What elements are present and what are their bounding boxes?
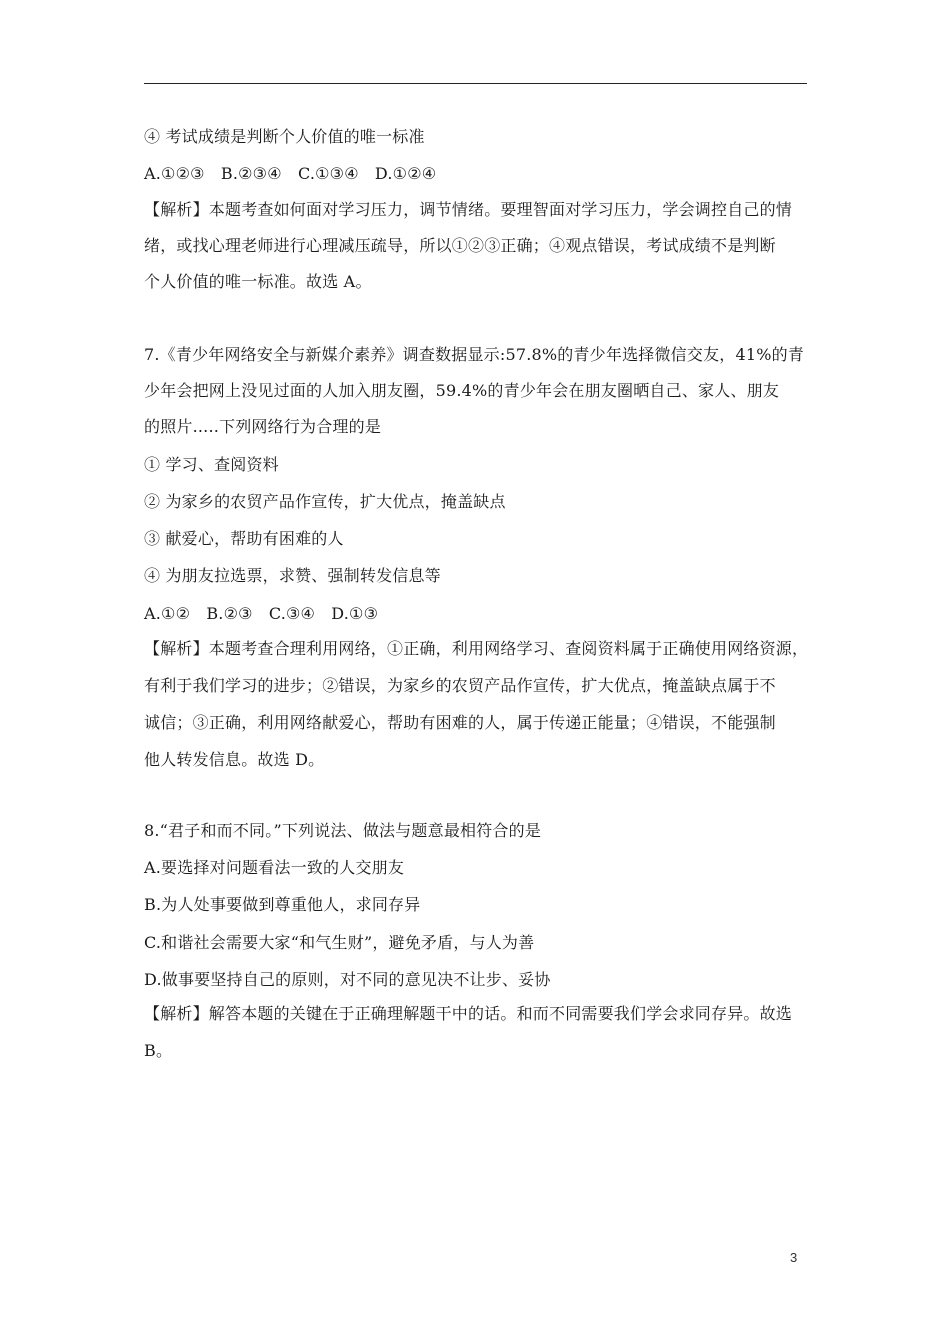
- q7-analysis-line: 有利于我们学习的进步；②错误，为家乡的农贸产品作宣传，扩大优点，掩盖缺点属于不: [144, 676, 776, 695]
- q7-stem-line: 少年会把网上没见过面的人加入朋友圈，59.4%的青少年会在朋友圈晒自己、家人、朋友: [144, 381, 780, 400]
- q8-option: A.要选择对问题看法一致的人交朋友: [144, 858, 405, 877]
- q7-item: ④ 为朋友拉选票，求赞、强制转发信息等: [144, 566, 441, 585]
- q7-stem-line: 7.《青少年网络安全与新媒介素养》调查数据显示:57.8%的青少年选择微信交友，41%的青: [144, 345, 805, 364]
- q7-analysis-line: 他人转发信息。故选 D。: [144, 750, 325, 769]
- q8-option: D.做事要坚持自己的原则，对不同的意见决不让步、妥协: [144, 970, 551, 989]
- q7-item: ① 学习、查阅资料: [144, 455, 279, 474]
- page-number: 3: [790, 1250, 798, 1265]
- header-rule: [144, 83, 807, 84]
- q6-analysis-line: 绪，或找心理老师进行心理减压疏导，所以①②③正确；④观点错误，考试成绩不是判断: [144, 236, 776, 255]
- q7-options: A.①② B.②③ C.③④ D.①③: [144, 604, 379, 623]
- q8-stem: 8.“君子和而不同。”下列说法、做法与题意最相符合的是: [144, 821, 542, 840]
- q6-options: A.①②③ B.②③④ C.①③④ D.①②④: [144, 164, 437, 183]
- q6-item-4: ④ 考试成绩是判断个人价值的唯一标准: [144, 127, 425, 146]
- q7-item: ③ 献爱心，帮助有困难的人: [144, 529, 344, 548]
- q7-stem-line: 的照片.....下列网络行为合理的是: [144, 417, 382, 436]
- q7-item: ② 为家乡的农贸产品作宣传，扩大优点，掩盖缺点: [144, 492, 506, 511]
- q8-option: C.和谐社会需要大家“和气生财”，避免矛盾，与人为善: [144, 933, 535, 952]
- q8-option: B.为人处事要做到尊重他人，求同存异: [144, 895, 421, 914]
- q8-analysis-line: 【解析】解答本题的关键在于正确理解题干中的话。和而不同需要我们学会求同存异。故选: [144, 1004, 793, 1023]
- q6-analysis-line: 个人价值的唯一标准。故选 A。: [144, 272, 372, 291]
- q7-analysis-line: 【解析】本题考查合理利用网络，①正确，利用网络学习、查阅资料属于正确使用网络资源，: [144, 639, 809, 658]
- q7-analysis-line: 诚信；③正确，利用网络献爱心，帮助有困难的人，属于传递正能量；④错误，不能强制: [144, 713, 776, 732]
- q8-analysis-line: B。: [144, 1041, 173, 1060]
- q6-analysis-line: 【解析】本题考查如何面对学习压力，调节情绪。要理智面对学习压力，学会调控自己的情: [144, 200, 793, 219]
